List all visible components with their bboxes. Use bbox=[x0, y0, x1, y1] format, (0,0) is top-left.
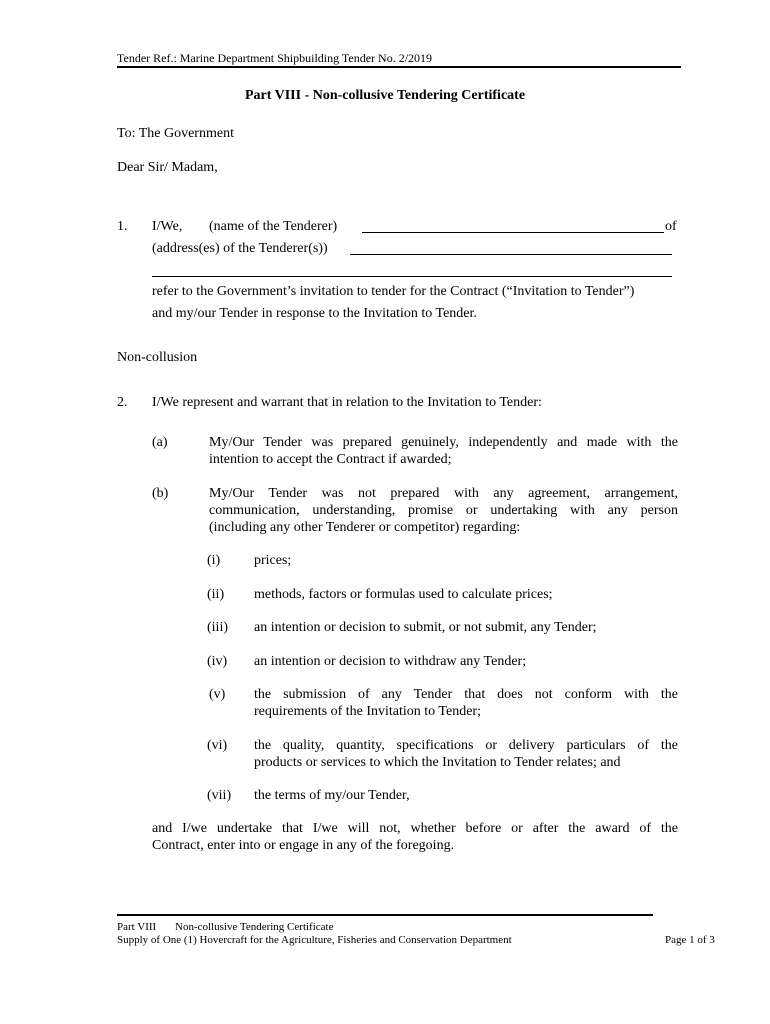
subitem-i-label: (i) bbox=[207, 553, 221, 568]
clause-1-name-label: (name of the Tenderer) bbox=[209, 219, 338, 234]
clause-1-of: of bbox=[665, 219, 677, 234]
clause-1-line-1: refer to the Government’s invitation to tender for the Contract (“Invitation to Tender”) bbox=[152, 284, 635, 299]
clause-2-number: 2. bbox=[117, 395, 128, 410]
footer-page-number: Page 1 of 3 bbox=[665, 934, 715, 946]
salutation-to: To: The Government bbox=[117, 126, 234, 141]
tenderer-address-field-2[interactable] bbox=[152, 263, 672, 277]
item-b-line-2: communication, understanding, promise or undertaking with any person bbox=[209, 503, 678, 518]
subitem-i-text: prices; bbox=[254, 553, 292, 568]
item-b-label: (b) bbox=[152, 486, 169, 501]
salutation-dear: Dear Sir/ Madam, bbox=[117, 160, 218, 175]
tenderer-name-field[interactable] bbox=[362, 219, 664, 233]
footer-divider bbox=[117, 914, 653, 916]
subitem-vii-text: the terms of my/our Tender, bbox=[254, 788, 410, 803]
subitem-v-line-2: requirements of the Invitation to Tender; bbox=[254, 704, 481, 719]
clause-1-number: 1. bbox=[117, 219, 128, 234]
subitem-vi-line-2: products or services to which the Invitation to Tender relates; and bbox=[254, 755, 621, 770]
item-a-line-2: intention to accept the Contract if awarded; bbox=[209, 452, 452, 467]
clause-1-line-2: and my/our Tender in response to the Invitation to Tender. bbox=[152, 306, 477, 321]
header-tender-ref: Tender Ref.: Marine Department Shipbuilding Tender No. 2/2019 bbox=[117, 51, 433, 65]
footer-part-title: Non-collusive Tendering Certificate bbox=[175, 921, 334, 933]
closing-line-1: and I/we undertake that I/we will not, whether before or after the award of the bbox=[152, 821, 678, 836]
subitem-iii-label: (iii) bbox=[207, 620, 228, 635]
section-heading-non-collusion: Non-collusion bbox=[117, 350, 198, 365]
subitem-ii-text: methods, factors or formulas used to calculate prices; bbox=[254, 587, 553, 602]
footer-part: Part VIII bbox=[117, 921, 157, 933]
subitem-vii-label: (vii) bbox=[207, 788, 232, 803]
item-b-line-1: My/Our Tender was not prepared with any agreement, arrangement, bbox=[209, 486, 678, 501]
subitem-ii-label: (ii) bbox=[207, 587, 225, 602]
header-divider bbox=[117, 66, 681, 68]
item-a-line-1: My/Our Tender was prepared genuinely, independently and made with the bbox=[209, 435, 678, 450]
clause-1-address-label: (address(es) of the Tenderer(s)) bbox=[152, 241, 328, 256]
item-a-label: (a) bbox=[152, 435, 168, 450]
clause-1-iwe: I/We, bbox=[152, 219, 183, 234]
closing-line-2: Contract, enter into or engage in any of the foregoing. bbox=[152, 838, 455, 853]
footer-supply: Supply of One (1) Hovercraft for the Agriculture, Fisheries and Conservation Department bbox=[117, 934, 512, 946]
clause-2-intro: I/We represent and warrant that in relation to the Invitation to Tender: bbox=[152, 395, 542, 410]
subitem-vi-line-1: the quality, quantity, specifications or delivery particulars of the bbox=[254, 738, 678, 753]
subitem-iv-label: (iv) bbox=[207, 654, 228, 669]
subitem-vi-label: (vi) bbox=[207, 738, 228, 753]
subitem-iii-text: an intention or decision to submit, or not submit, any Tender; bbox=[254, 620, 597, 635]
subitem-v-line-1: the submission of any Tender that does not conform with the bbox=[254, 687, 678, 702]
item-b-line-3: (including any other Tenderer or competitor) regarding: bbox=[209, 520, 521, 535]
subitem-v-label: (v) bbox=[209, 687, 226, 702]
page-title: Part VIII - Non-collusive Tendering Certificate bbox=[244, 88, 526, 103]
tenderer-address-field-1[interactable] bbox=[350, 241, 672, 255]
subitem-iv-text: an intention or decision to withdraw any Tender; bbox=[254, 654, 527, 669]
